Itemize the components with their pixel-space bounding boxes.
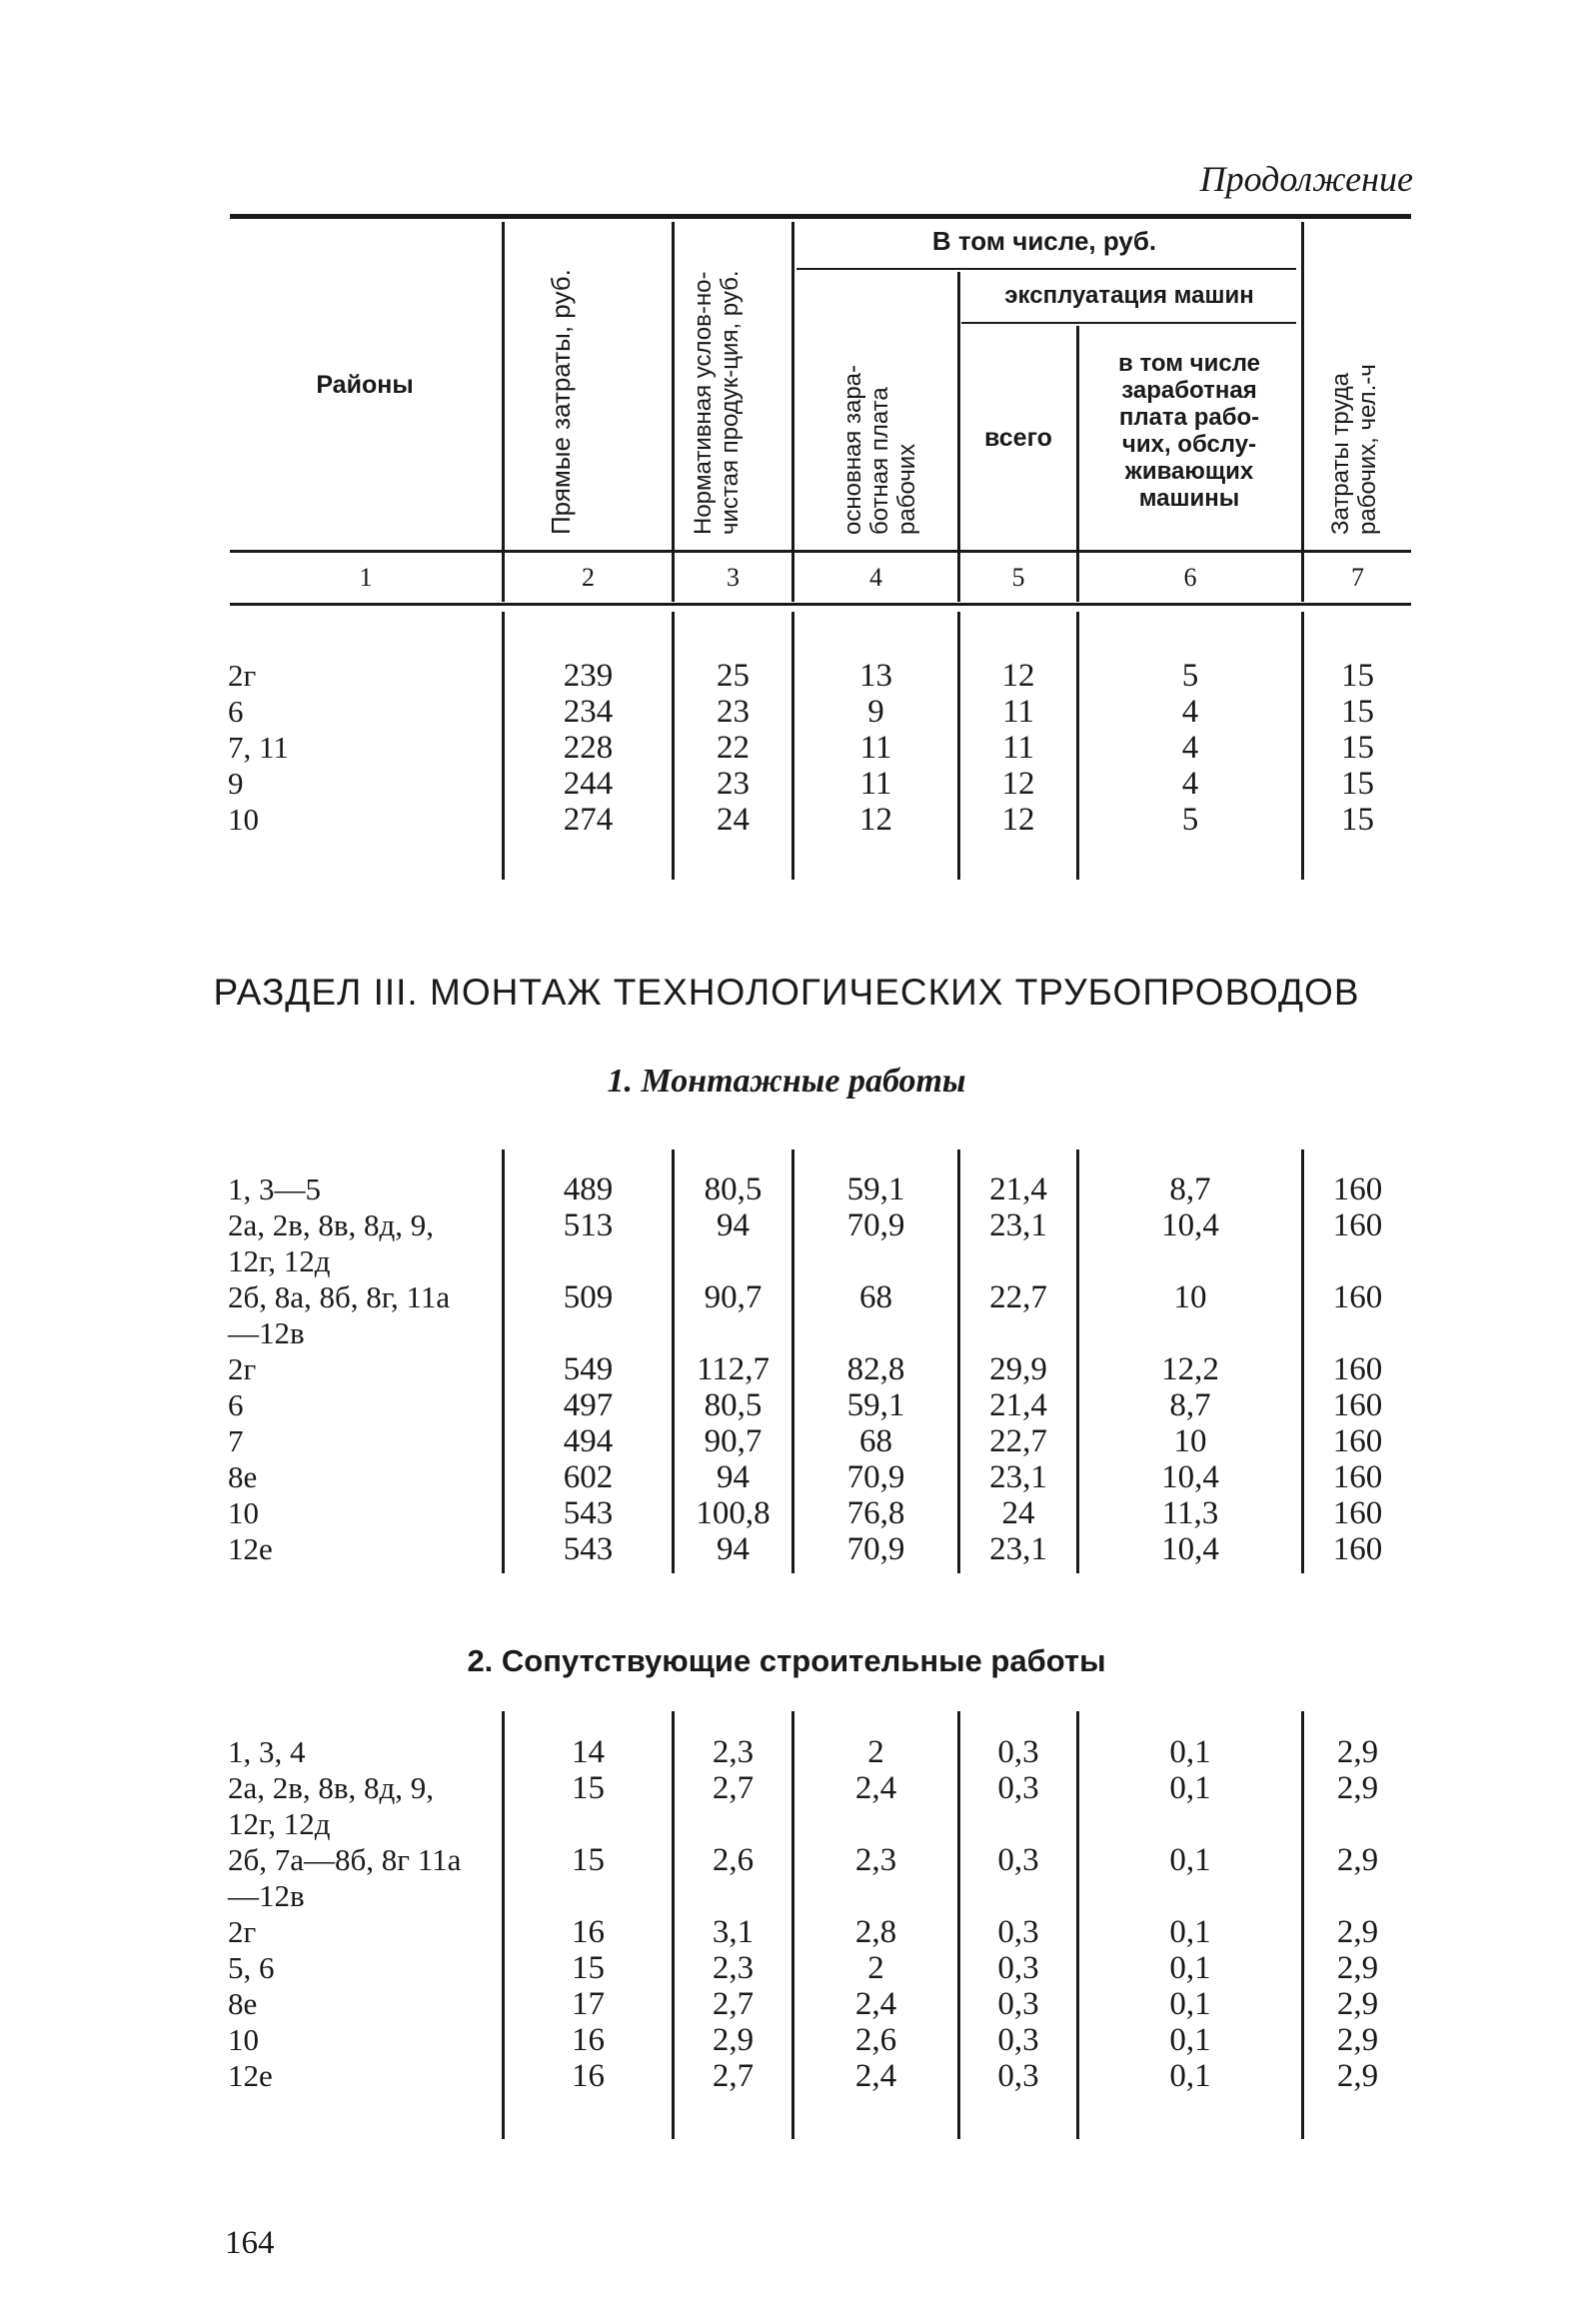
value-cell: 543 bbox=[563, 1495, 614, 1531]
value-cell: 70,9 bbox=[846, 1207, 905, 1243]
value-cell: 489 bbox=[563, 1171, 614, 1207]
value-cell: 0,1 bbox=[1169, 1914, 1211, 1950]
value-cell: 16 bbox=[572, 1914, 605, 1950]
value-cell: 2,6 bbox=[712, 1842, 755, 1878]
value-cell: 23 bbox=[717, 766, 750, 802]
value-cell: 12 bbox=[1001, 766, 1035, 802]
district-cell: 2г bbox=[228, 658, 257, 693]
value-cell: 0,3 bbox=[997, 1950, 1039, 1986]
district-cell: 1, 3—5 bbox=[228, 1171, 321, 1206]
district-cell: 10 bbox=[228, 2022, 259, 2057]
col-number: 2 bbox=[582, 563, 595, 592]
value-cell: 22,7 bbox=[989, 1279, 1047, 1315]
col6-header: в том числе заработная плата рабо-чих, обслу-живающих машины bbox=[1118, 350, 1260, 512]
value-cell: 0,3 bbox=[997, 1914, 1039, 1950]
value-cell: 549 bbox=[563, 1351, 614, 1387]
value-cell: 160 bbox=[1332, 1423, 1383, 1459]
value-cell: 2,7 bbox=[712, 1770, 755, 1806]
value-cell: 0,3 bbox=[997, 2058, 1039, 2094]
district-cell: 2г bbox=[228, 1914, 257, 1949]
value-cell: 160 bbox=[1332, 1387, 1383, 1423]
value-cell: 2,9 bbox=[1336, 1914, 1379, 1950]
value-cell: 22 bbox=[717, 730, 750, 766]
value-cell: 10 bbox=[1173, 1279, 1207, 1315]
value-cell: 0,1 bbox=[1169, 2058, 1211, 2094]
value-cell: 2,9 bbox=[712, 2022, 755, 2058]
value-cell: 80,5 bbox=[704, 1171, 763, 1207]
value-cell: 160 bbox=[1332, 1279, 1383, 1315]
value-cell: 68 bbox=[859, 1423, 892, 1459]
col-number: 4 bbox=[869, 563, 882, 592]
value-cell: 2,9 bbox=[1336, 1770, 1379, 1806]
district-cell: 1, 3, 4 bbox=[228, 1734, 306, 1769]
value-cell: 14 bbox=[572, 1734, 605, 1770]
value-cell: 15 bbox=[1341, 658, 1374, 694]
value-cell: 17 bbox=[572, 1986, 605, 2022]
subsection-title: 2. Сопутствующие строительные работы bbox=[467, 1643, 1106, 1678]
value-cell: 12 bbox=[1001, 658, 1035, 694]
value-cell: 15 bbox=[572, 1842, 605, 1878]
section-title: РАЗДЕЛ III. МОНТАЖ ТЕХНОЛОГИЧЕСКИХ ТРУБОПРОВОДОВ bbox=[213, 972, 1360, 1013]
value-cell: 2,9 bbox=[1336, 2058, 1379, 2094]
district-cell: 7 bbox=[228, 1423, 244, 1458]
group-header: В том числе, руб. bbox=[931, 226, 1157, 256]
value-cell: 90,7 bbox=[704, 1279, 763, 1315]
value-cell: 543 bbox=[563, 1531, 614, 1567]
value-cell: 0,3 bbox=[997, 1842, 1039, 1878]
district-cell: 7, 11 bbox=[228, 730, 289, 765]
value-cell: 23,1 bbox=[989, 1531, 1047, 1567]
district-cell: 10 bbox=[228, 802, 259, 837]
value-cell: 12,2 bbox=[1161, 1351, 1219, 1387]
header-vline bbox=[672, 222, 675, 602]
value-cell: 21,4 bbox=[989, 1171, 1047, 1207]
col4-header: основная зара-ботная плата рабочих bbox=[839, 364, 920, 535]
value-cell: 9 bbox=[867, 694, 884, 730]
value-cell: 90,7 bbox=[704, 1423, 763, 1459]
subgroup-rule bbox=[961, 322, 1296, 324]
value-cell: 24 bbox=[717, 802, 750, 838]
value-cell: 2 bbox=[867, 1950, 884, 1986]
value-cell: 0,1 bbox=[1169, 1950, 1211, 1986]
value-cell: 112,7 bbox=[696, 1351, 771, 1387]
value-cell: 2,6 bbox=[854, 2022, 897, 2058]
value-cell: 160 bbox=[1332, 1495, 1383, 1531]
value-cell: 80,5 bbox=[704, 1387, 763, 1423]
value-cell: 8,7 bbox=[1169, 1387, 1211, 1423]
group-rule bbox=[796, 268, 1296, 270]
value-cell: 2,4 bbox=[854, 1986, 897, 2022]
value-cell: 509 bbox=[563, 1279, 614, 1315]
value-cell: 2,9 bbox=[1336, 1842, 1379, 1878]
value-cell: 2,3 bbox=[854, 1842, 897, 1878]
value-cell: 11 bbox=[1002, 730, 1034, 766]
value-cell: 239 bbox=[563, 658, 614, 694]
value-cell: 2,7 bbox=[712, 2058, 755, 2094]
col2-header: Прямые затраты, руб. bbox=[546, 269, 576, 535]
col-number: 1 bbox=[359, 563, 373, 592]
value-cell: 25 bbox=[717, 658, 750, 694]
value-cell: 94 bbox=[717, 1459, 750, 1495]
district-cell: 2б, 7а—8б, 8г 11а—12в bbox=[228, 1842, 462, 1913]
col7-header: Затраты труда рабочих, чел.-ч bbox=[1327, 364, 1381, 535]
value-cell: 8,7 bbox=[1169, 1171, 1211, 1207]
district-cell: 12е bbox=[228, 2058, 273, 2093]
value-cell: 513 bbox=[563, 1207, 614, 1243]
value-cell: 244 bbox=[563, 766, 614, 802]
value-cell: 0,1 bbox=[1169, 1770, 1211, 1806]
value-cell: 22,7 bbox=[989, 1423, 1047, 1459]
value-cell: 15 bbox=[1341, 730, 1374, 766]
value-cell: 160 bbox=[1332, 1531, 1383, 1567]
header-top-rule bbox=[230, 214, 1411, 219]
value-cell: 13 bbox=[859, 658, 892, 694]
value-cell: 0,3 bbox=[997, 1734, 1039, 1770]
value-cell: 23,1 bbox=[989, 1207, 1047, 1243]
value-cell: 10 bbox=[1173, 1423, 1207, 1459]
value-cell: 2,8 bbox=[854, 1914, 897, 1950]
value-cell: 82,8 bbox=[846, 1351, 905, 1387]
value-cell: 23,1 bbox=[989, 1459, 1047, 1495]
col-number: 3 bbox=[727, 563, 740, 592]
value-cell: 2,9 bbox=[1336, 1950, 1379, 1986]
value-cell: 160 bbox=[1332, 1459, 1383, 1495]
value-cell: 12 bbox=[859, 802, 892, 838]
value-cell: 2,3 bbox=[712, 1734, 755, 1770]
col3-header: Нормативная услов-но-чистая продук-ция, руб. bbox=[690, 270, 744, 535]
header-bottom-rule bbox=[230, 550, 1411, 553]
value-cell: 15 bbox=[1341, 766, 1374, 802]
value-cell: 10,4 bbox=[1161, 1459, 1219, 1495]
value-cell: 23 bbox=[717, 694, 750, 730]
value-cell: 68 bbox=[859, 1279, 892, 1315]
col5-header: всего bbox=[984, 424, 1052, 452]
col1-header: Районы bbox=[316, 371, 414, 399]
district-cell: 9 bbox=[228, 766, 244, 801]
value-cell: 3,1 bbox=[712, 1914, 755, 1950]
value-cell: 15 bbox=[572, 1770, 605, 1806]
value-cell: 94 bbox=[717, 1207, 750, 1243]
value-cell: 160 bbox=[1332, 1207, 1383, 1243]
district-cell: 6 bbox=[228, 694, 244, 729]
value-cell: 100,8 bbox=[696, 1495, 771, 1531]
district-cell: 2б, 8а, 8б, 8г, 11а—12в bbox=[228, 1279, 451, 1350]
value-cell: 16 bbox=[572, 2058, 605, 2094]
value-cell: 160 bbox=[1332, 1171, 1383, 1207]
value-cell: 15 bbox=[1341, 802, 1374, 838]
value-cell: 24 bbox=[1001, 1495, 1035, 1531]
value-cell: 602 bbox=[563, 1459, 614, 1495]
value-cell: 21,4 bbox=[989, 1387, 1047, 1423]
value-cell: 11,3 bbox=[1161, 1495, 1219, 1531]
header-vline bbox=[957, 272, 960, 602]
header-vline bbox=[502, 222, 505, 602]
value-cell: 2,4 bbox=[854, 1770, 897, 1806]
value-cell: 10,4 bbox=[1161, 1531, 1219, 1567]
district-cell: 6 bbox=[228, 1387, 244, 1422]
district-cell: 2г bbox=[228, 1351, 257, 1386]
value-cell: 15 bbox=[572, 1950, 605, 1986]
value-cell: 76,8 bbox=[846, 1495, 905, 1531]
value-cell: 5 bbox=[1181, 658, 1199, 694]
subsection-title: 1. Монтажные работы bbox=[607, 1063, 966, 1100]
value-cell: 497 bbox=[563, 1387, 614, 1423]
value-cell: 15 bbox=[1341, 694, 1374, 730]
value-cell: 0,1 bbox=[1169, 1734, 1211, 1770]
value-cell: 0,3 bbox=[997, 1770, 1039, 1806]
header-vline bbox=[1301, 222, 1304, 602]
page-number: 164 bbox=[225, 2225, 275, 2261]
value-cell: 12 bbox=[1001, 802, 1035, 838]
district-cell: 5, 6 bbox=[228, 1950, 275, 1985]
col-number: 6 bbox=[1183, 563, 1197, 592]
value-cell: 0,1 bbox=[1169, 2022, 1211, 2058]
value-cell: 10,4 bbox=[1161, 1207, 1219, 1243]
value-cell: 5 bbox=[1181, 802, 1199, 838]
value-cell: 16 bbox=[572, 2022, 605, 2058]
numbers-bottom-rule bbox=[230, 603, 1411, 606]
value-cell: 70,9 bbox=[846, 1531, 905, 1567]
value-cell: 2,4 bbox=[854, 2058, 897, 2094]
district-cell: 10 bbox=[228, 1495, 259, 1530]
district-cell: 8е bbox=[228, 1459, 258, 1494]
value-cell: 59,1 bbox=[846, 1387, 905, 1423]
subgroup-header: эксплуатация машин bbox=[1004, 282, 1254, 309]
value-cell: 4 bbox=[1181, 766, 1199, 802]
col-number: 7 bbox=[1351, 563, 1364, 592]
value-cell: 2,9 bbox=[1336, 1734, 1379, 1770]
continuation-label: Продолжение bbox=[1199, 159, 1413, 199]
value-cell: 0,1 bbox=[1169, 1842, 1211, 1878]
value-cell: 2,9 bbox=[1336, 2022, 1379, 2058]
district-cell: 2а, 2в, 8в, 8д, 9, 12г, 12д bbox=[228, 1770, 435, 1841]
value-cell: 0,1 bbox=[1169, 1986, 1211, 2022]
value-cell: 4 bbox=[1181, 694, 1199, 730]
district-cell: 8е bbox=[228, 1986, 258, 2021]
value-cell: 228 bbox=[563, 730, 614, 766]
district-cell: 12е bbox=[228, 1531, 273, 1566]
value-cell: 274 bbox=[563, 802, 614, 838]
value-cell: 234 bbox=[563, 694, 614, 730]
value-cell: 2,7 bbox=[712, 1986, 755, 2022]
value-cell: 2 bbox=[867, 1734, 884, 1770]
value-cell: 0,3 bbox=[997, 1986, 1039, 2022]
value-cell: 11 bbox=[1002, 694, 1034, 730]
value-cell: 94 bbox=[717, 1531, 750, 1567]
value-cell: 4 bbox=[1181, 730, 1199, 766]
value-cell: 160 bbox=[1332, 1351, 1383, 1387]
value-cell: 2,9 bbox=[1336, 1986, 1379, 2022]
district-cell: 2а, 2в, 8в, 8д, 9, 12г, 12д bbox=[228, 1207, 435, 1278]
value-cell: 11 bbox=[859, 766, 892, 802]
value-cell: 59,1 bbox=[846, 1171, 905, 1207]
col-number: 5 bbox=[1011, 563, 1025, 592]
value-cell: 11 bbox=[859, 730, 892, 766]
value-cell: 29,9 bbox=[989, 1351, 1047, 1387]
value-cell: 2,3 bbox=[712, 1950, 755, 1986]
value-cell: 494 bbox=[563, 1423, 614, 1459]
header-vline bbox=[791, 222, 794, 602]
value-cell: 0,3 bbox=[997, 2022, 1039, 2058]
value-cell: 70,9 bbox=[846, 1459, 905, 1495]
